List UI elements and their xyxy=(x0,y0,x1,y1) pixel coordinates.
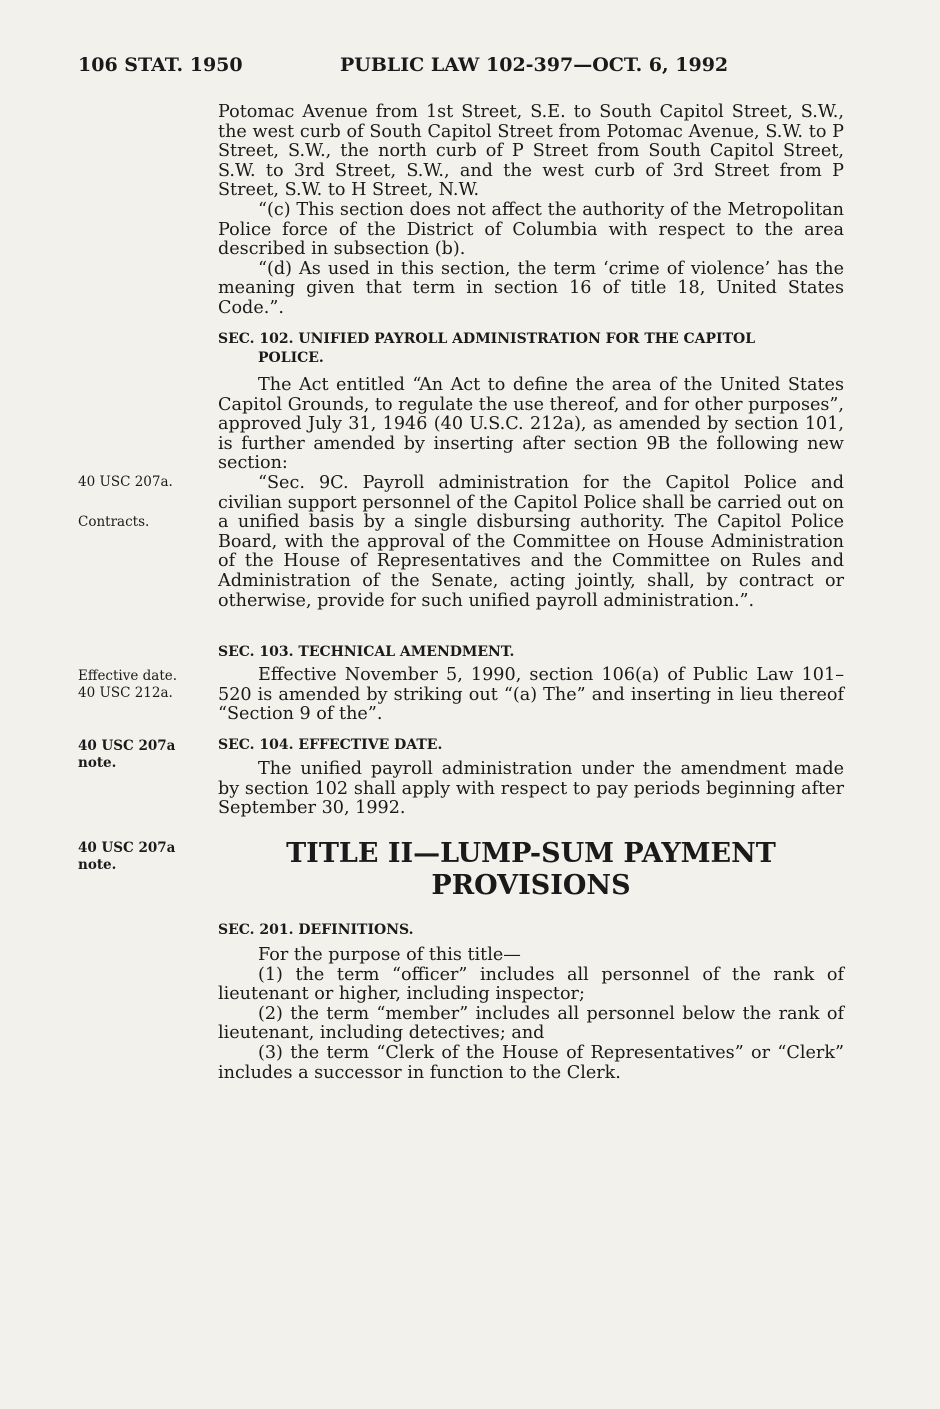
sec-102-heading xyxy=(218,330,844,368)
margin-note-40usc207a-note-2 xyxy=(78,840,198,874)
subsection-c: “(c) This section does not affect the authority of the Metropolitan Police force of the District of Columbia with respect to the area described in subsection (b). xyxy=(218,199,844,260)
margin-note-contracts: Contracts. xyxy=(78,514,150,530)
margin-note-citation: 40 USC 207a xyxy=(78,738,176,754)
sec-201-body xyxy=(218,946,844,1083)
margin-note-note: note. xyxy=(78,857,117,873)
margin-note-40usc207a: 40 USC 207a. xyxy=(78,474,173,490)
sec-201-heading: SEC. 201. DEFINITIONS. xyxy=(218,922,414,938)
sec-103-body xyxy=(218,666,844,725)
sec-102-body xyxy=(218,376,844,611)
sec-102-heading-line2: POLICE. xyxy=(258,350,324,366)
sec-103-para: Effective November 5, 1990, section 106(a) of Public Law 101–520 is amended by striking out “(a) The” and inserting in lieu thereof “Section 9 of the”. xyxy=(218,665,844,725)
sec-104-heading: SEC. 104. EFFECTIVE DATE. xyxy=(218,737,443,753)
title-ii-heading xyxy=(218,838,844,902)
margin-note-citation: 40 USC 207a xyxy=(78,840,176,856)
sec-104-para: The unified payroll administration under the amendment made by section 102 shall apply with respect to pay periods beginning after September 30, 1992. xyxy=(218,759,844,819)
title-ii-line1: TITLE II—LUMP-SUM PAYMENT xyxy=(286,838,776,869)
running-header xyxy=(78,54,858,84)
sec-102-para1: The Act entitled “An Act to define the area of the United States Capitol Grounds, to regulate the use thereof, and for other purposes”, approved July 31, 1946 (40 U.S.C. 212a), as amended by section 101, is further amended by inserting after section 9B the following new section: xyxy=(218,375,844,474)
definition-item: (2) the term “member” includes all personnel below the rank of lieutenant, including detectives; and xyxy=(218,1003,844,1044)
margin-note-effective-date-label: Effective date. xyxy=(78,668,178,684)
definition-item: (1) the term “officer” includes all personnel of the rank of lieutenant or higher, including inspector; xyxy=(218,964,844,1005)
margin-note-effective-date xyxy=(78,668,198,702)
sec-102-heading-line1: SEC. 102. UNIFIED PAYROLL ADMINISTRATION FOR THE CAPITOL xyxy=(218,331,756,347)
title-ii-line2: PROVISIONS xyxy=(431,870,631,901)
margin-note-40usc207a-note-1 xyxy=(78,738,198,772)
margin-note-40usc212a: 40 USC 212a. xyxy=(78,685,173,701)
continuation-paragraph: Potomac Avenue from 1st Street, S.E. to South Capitol Street, S.W., the west curb of South Capitol Street from Potomac Avenue, S.W. to P Street, S.W., the north curb of P Street from South Capitol Street, S.W. to 3rd Street, S.W., and the west curb of 3rd Street from P Street, S.W. to H Street, N.W. xyxy=(218,102,844,201)
sec-104-body xyxy=(218,760,844,819)
continuation-block xyxy=(218,103,844,319)
definition-item: (3) the term “Clerk of the House of Representatives” or “Clerk” includes a successor in function to the Clerk. xyxy=(218,1042,844,1083)
sec-201-intro: For the purpose of this title— xyxy=(258,945,521,965)
subsection-d: “(d) As used in this section, the term ‘crime of violence’ has the meaning given that term in section 16 of title 18, United States Code.”. xyxy=(218,258,844,318)
sec-102-para2: “Sec. 9C. Payroll administration for the Capitol Police and civilian support personnel of the Capitol Police shall be carried out on a unified basis by a single disbursing authority. The Capitol Police Board, with the approval of the Committee on House Administration of the House of Representatives and the Committee on Rules and Administration of the Senate, acting jointly, shall, by contract or otherwise, provide for such unified payroll administration.”. xyxy=(218,472,844,611)
margin-note-note: note. xyxy=(78,755,117,771)
stat-citation: 106 STAT. 1950 xyxy=(78,54,243,76)
sec-103-heading: SEC. 103. TECHNICAL AMENDMENT. xyxy=(218,644,515,660)
law-citation: PUBLIC LAW 102-397—OCT. 6, 1992 xyxy=(340,54,729,76)
